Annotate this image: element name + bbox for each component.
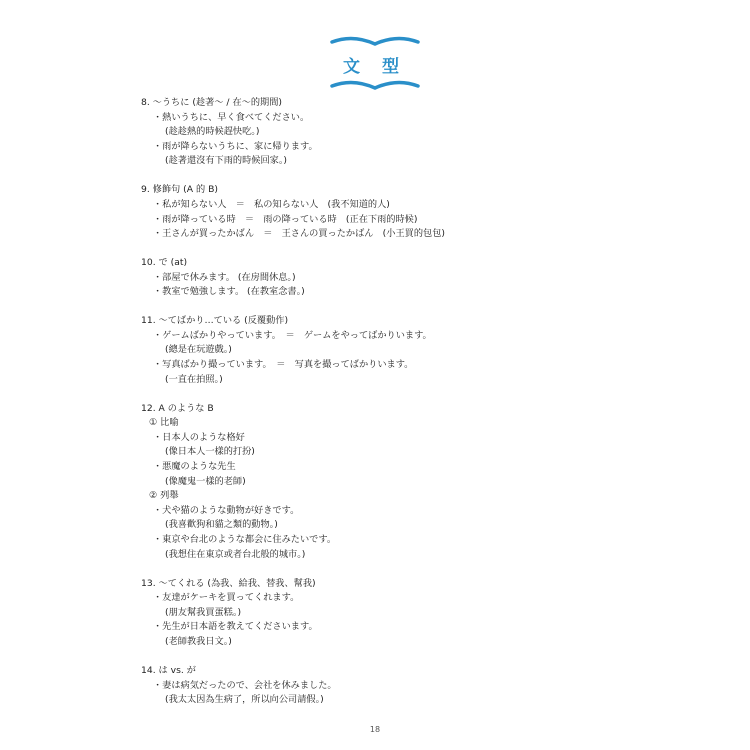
subheading: ② 列舉: [149, 490, 179, 502]
example-line: ・妻は病気だったので、会社を休みました。: [153, 679, 337, 691]
example-line: ・悪魔のような先生: [153, 461, 236, 473]
grammar-section: [141, 664, 621, 708]
example-line: ・私が知らない人 ＝ 私の知らない人 (我不知道的人): [153, 198, 390, 210]
example-line: ・熱いうちに、早く食べてください。: [153, 111, 310, 123]
section-title: 8. ～うちに (趁著～ / 在～的期間): [141, 97, 282, 108]
example-line: ・写真ばかり撮っています。 ＝ 写真を撮ってばかりいます。: [153, 359, 414, 371]
translation-line: (朋友幫我買蛋糕。): [165, 606, 242, 618]
translation-line: (趁著還沒有下雨的時候回家。): [165, 155, 288, 167]
section-title: 14. は vs. が: [141, 664, 196, 676]
section-header: [320, 30, 430, 98]
translation-line: (我太太因為生病了，所以向公司請假。): [165, 694, 324, 706]
section-title: 9. 修飾句 (A 的 B): [141, 184, 218, 196]
example-line: ・ゲームばかりやっています。 ＝ ゲームをやってばかりいます。: [153, 329, 432, 341]
grammar-section: [141, 402, 621, 563]
grammar-content: [141, 96, 621, 722]
subheading: ① 比喻: [149, 417, 179, 429]
translation-line: (老師教我日文。): [165, 635, 232, 647]
example-line: ・東京や台北のような都会に住みたいです。: [153, 534, 337, 545]
translation-line: (總是在玩遊戲。): [165, 344, 232, 356]
grammar-section: [141, 96, 621, 169]
example-line: ・雨が降らないうちに、家に帰ります。: [153, 140, 318, 152]
example-line: ・日本人のような格好: [153, 431, 245, 443]
grammar-section: [141, 183, 621, 241]
translation-line: (一直在拍照。): [165, 373, 223, 385]
example-line: ・友達がケーキを買ってくれます。: [153, 592, 300, 604]
grammar-section: [141, 577, 621, 650]
translation-line: (像魔鬼一樣的老師): [165, 475, 246, 487]
section-title: 10. で (at): [141, 257, 188, 269]
translation-line: (我喜歡狗和貓之類的動物。): [165, 519, 278, 531]
translation-line: (趁趁熱的時候趕快吃。): [165, 126, 260, 138]
example-line: ・雨が降っている時 ＝ 雨の降っている時 (正在下雨的時候): [153, 213, 418, 225]
example-line: ・教室で勉強します。 (在教室念書。): [153, 286, 305, 298]
translation-line: (我想住在東京或者台北般的城市。): [165, 548, 306, 560]
page-number: 18: [369, 725, 381, 734]
section-title: 13. ～てくれる (為我、給我、替我、幫我): [141, 577, 316, 589]
translation-line: (像日本人一樣的打扮): [165, 446, 255, 458]
page-title: 文 型: [343, 57, 407, 77]
section-title: 12. A のような B: [141, 402, 214, 414]
example-line: ・犬や猫のような動物が好きです。: [153, 504, 300, 516]
grammar-section: [141, 314, 621, 387]
grammar-section: [141, 256, 621, 300]
example-line: ・部屋で休みます。 (在房間休息。): [153, 271, 296, 283]
example-line: ・先生が日本語を教えてくださいます。: [153, 621, 318, 633]
example-line: ・王さんが買ったかばん ＝ 王さんの買ったかばん (小王買的包包): [153, 228, 445, 240]
section-title: 11. ～てばかり…ている (反覆動作): [141, 315, 289, 327]
